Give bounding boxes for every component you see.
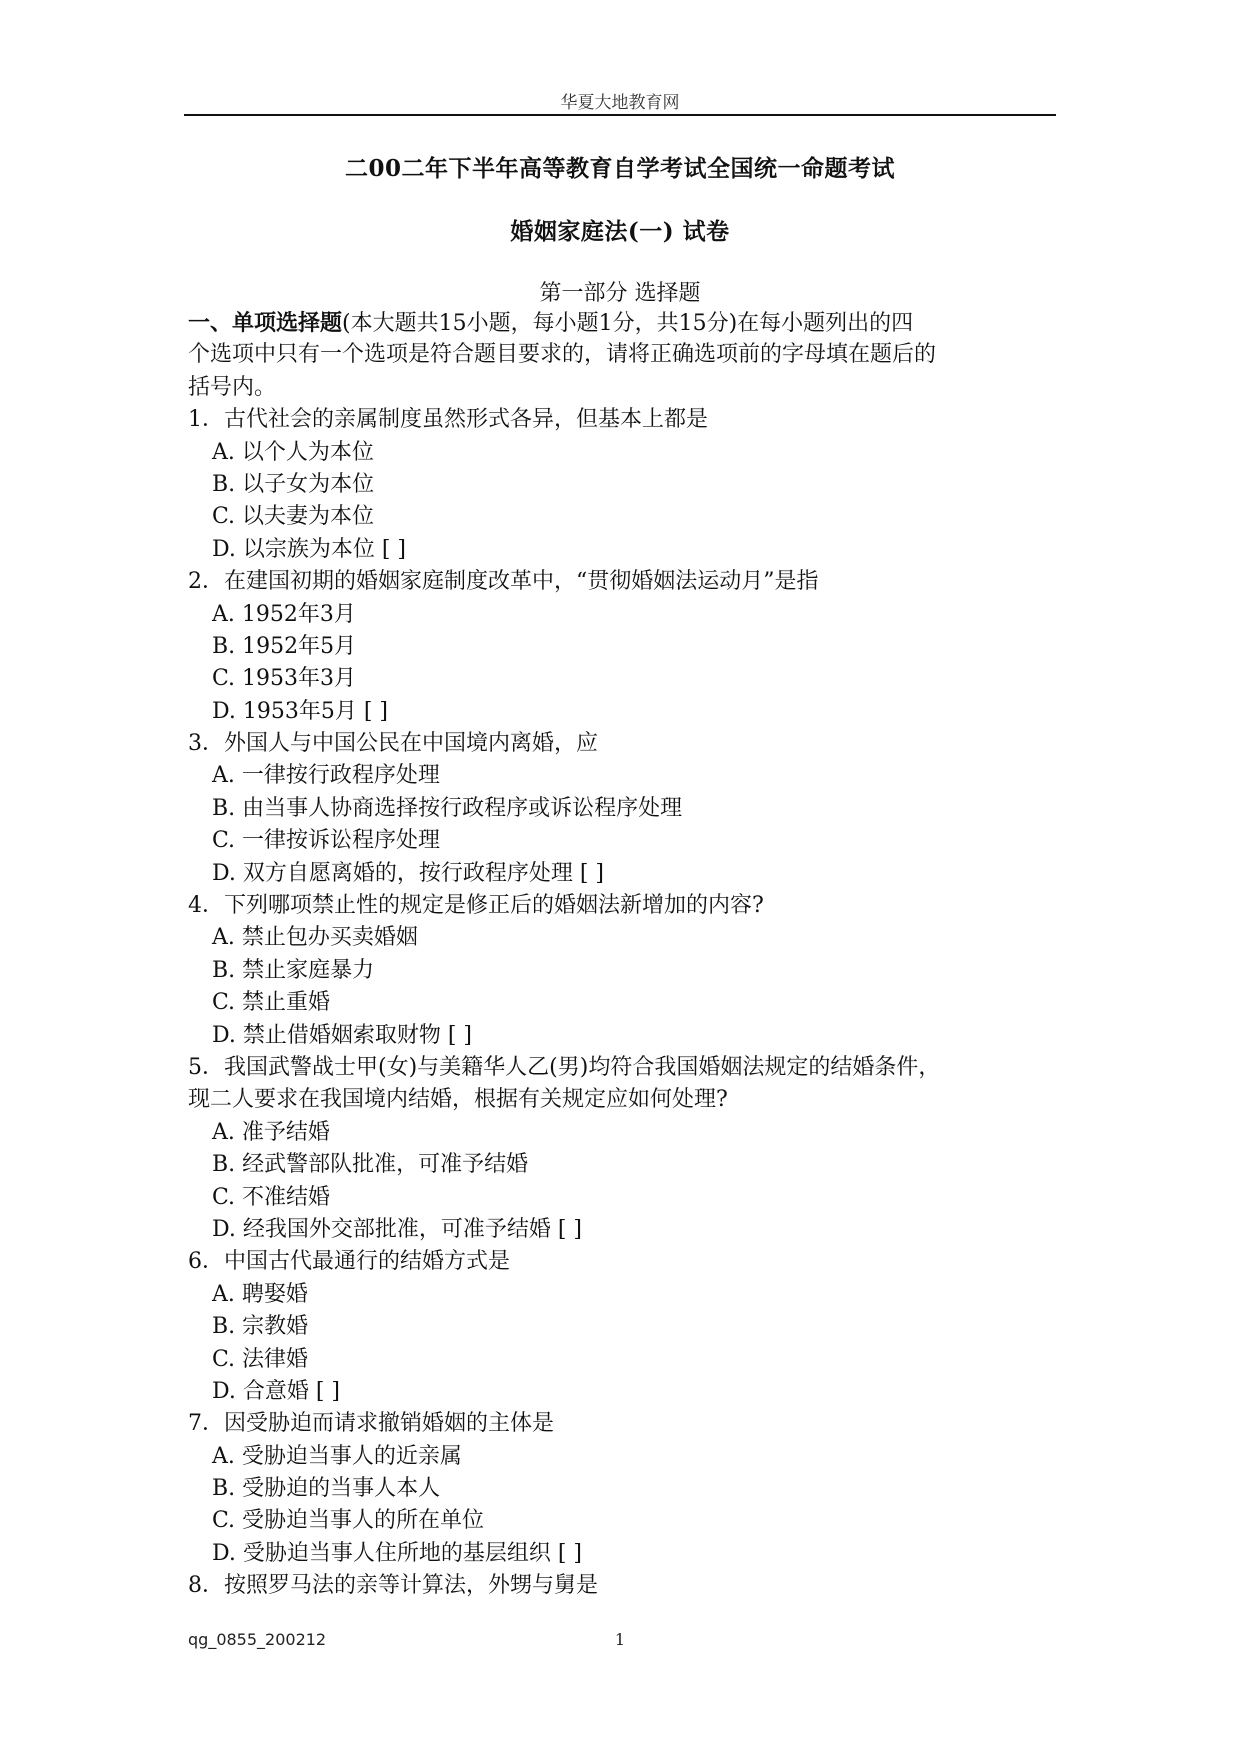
section-instructions-1: (本大题共15小题，每小题1分，共15分)在每小题列出的四	[342, 311, 914, 336]
answer-option: B. 宗教婚	[212, 1314, 309, 1340]
answer-option: B. 由当事人协商选择按行政程序或诉讼程序处理	[212, 795, 683, 821]
answer-option: D. 禁止借婚姻索取财物 [ ]	[212, 1022, 472, 1048]
question-stem	[188, 404, 1044, 436]
question-stem	[188, 1570, 1044, 1602]
answer-option: B. 以子女为本位	[212, 471, 375, 497]
question-number: 4．	[188, 893, 224, 919]
paper-code: qg_0855_200212	[188, 1630, 327, 1649]
exam-body	[188, 307, 1044, 1603]
answer-option: A. 受胁迫当事人的近亲属	[212, 1443, 462, 1469]
question-text: 外国人与中国公民在中国境内离婚，应	[224, 731, 599, 757]
answer-option: C. 一律按诉讼程序处理	[212, 828, 441, 854]
question-number: 7．	[188, 1411, 224, 1437]
question-text: 按照罗马法的亲等计算法，外甥与舅是	[224, 1573, 599, 1599]
answer-option: D. 以宗族为本位 [ ]	[212, 536, 406, 562]
answer-option: D. 1953年5月 [ ]	[212, 698, 388, 724]
answer-option: D. 合意婚 [ ]	[212, 1378, 340, 1404]
exam-subtitle: 婚姻家庭法(一) 试卷	[510, 218, 730, 245]
part-heading: 第一部分 选择题	[539, 281, 701, 306]
question-number: 8．	[188, 1573, 224, 1599]
page-header-site: 华夏大地教育网	[560, 93, 680, 113]
question-number: 3．	[188, 731, 224, 757]
question-text: 我国武警战士甲(女)与美籍华人乙(男)均符合我国婚姻法规定的结婚条件，	[224, 1054, 941, 1080]
answer-option: C. 禁止重婚	[212, 990, 331, 1016]
answer-option: A. 以个人为本位	[212, 439, 374, 465]
answer-option: C. 不准结婚	[212, 1184, 331, 1210]
question-stem	[188, 1052, 1044, 1084]
answer-option: C. 1953年3月	[212, 666, 357, 692]
page-number: 1	[614, 1630, 626, 1649]
question-text: 下列哪项禁止性的规定是修正后的婚姻法新增加的内容?	[224, 893, 764, 919]
question-stem	[188, 728, 1044, 760]
question-text: 中国古代最通行的结婚方式是	[224, 1249, 511, 1275]
answer-option: C. 以夫妻为本位	[212, 504, 375, 530]
question-number: 6．	[188, 1249, 224, 1275]
answer-option: B. 1952年5月	[212, 633, 357, 659]
question-number: 5．	[188, 1054, 224, 1080]
question-list	[188, 404, 1044, 1602]
answer-option: A. 聘娶婚	[212, 1281, 308, 1307]
section-instructions-line-2: 个选项中只有一个选项是符合题目要求的，请将正确选项前的字母填在题后的	[188, 342, 937, 368]
answer-option: A. 准予结婚	[212, 1119, 330, 1145]
section-instructions-line-1	[188, 307, 1044, 339]
answer-option: A. 一律按行政程序处理	[212, 763, 440, 789]
answer-option: A. 禁止包办买卖婚姻	[212, 925, 418, 951]
section-heading: 一、单项选择题	[188, 310, 343, 336]
question-text: 在建国初期的婚姻家庭制度改革中，“贯彻婚姻法运动月”是指	[224, 569, 819, 595]
question-stem	[188, 1408, 1044, 1440]
question-stem	[188, 890, 1044, 922]
answer-option: B. 受胁迫的当事人本人	[212, 1476, 441, 1502]
answer-option: B. 经武警部队批准，可准予结婚	[212, 1152, 529, 1178]
question-number: 1．	[188, 407, 224, 433]
answer-option: D. 双方自愿离婚的，按行政程序处理 [ ]	[212, 860, 604, 886]
question-number: 2．	[188, 569, 224, 595]
answer-option: C. 法律婚	[212, 1346, 309, 1372]
exam-title: 二00二年下半年高等教育自学考试全国统一命题考试	[344, 155, 895, 182]
answer-option: D. 受胁迫当事人住所地的基层组织 [ ]	[212, 1540, 582, 1566]
answer-option: A. 1952年3月	[212, 601, 356, 627]
question-text: 古代社会的亲属制度虽然形式各异，但基本上都是	[224, 407, 709, 433]
question-stem	[188, 1246, 1044, 1278]
answer-option: C. 受胁迫当事人的所在单位	[212, 1508, 485, 1534]
answer-option: D. 经我国外交部批准，可准予结婚 [ ]	[212, 1216, 582, 1242]
question-text: 因受胁迫而请求撤销婚姻的主体是	[224, 1411, 555, 1437]
answer-option: B. 禁止家庭暴力	[212, 957, 375, 983]
question-text-continued: 现二人要求在我国境内结婚，根据有关规定应如何处理?	[188, 1087, 728, 1113]
header-divider	[184, 114, 1056, 116]
question-stem	[188, 566, 1044, 598]
section-instructions-line-3: 括号内。	[188, 374, 277, 400]
